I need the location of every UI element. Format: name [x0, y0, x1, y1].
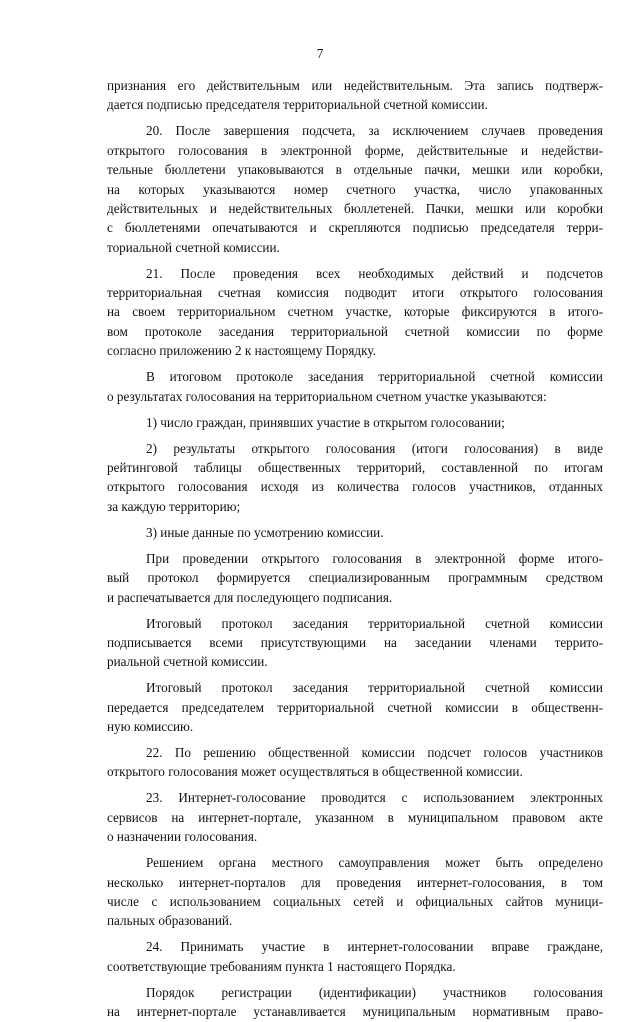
paragraph	[107, 549, 603, 607]
text-line: 2) результаты открытого голосования (итоги голосования) в виде	[146, 440, 603, 456]
text-line: пальных образований.	[107, 913, 233, 929]
paragraph	[107, 743, 603, 782]
text-line: на интернет-портале устанавливается муниципальным нормативным право-	[107, 1004, 603, 1020]
text-line: открытого голосования исходя из количества голосов участников, отданных	[107, 479, 603, 495]
text-line: тельные бюллетени упаковываются в отдельные пачки, мешки или коробки,	[107, 162, 603, 178]
paragraph	[107, 76, 603, 115]
paragraph-gap	[107, 847, 603, 854]
text-line: Порядок регистрации (идентификации) участников голосования	[146, 984, 603, 1000]
paragraph	[107, 121, 603, 257]
text-line: признания его действительным или недействительным. Эта запись подтверж-	[107, 78, 603, 93]
text-line: ториальной счетной комиссии.	[107, 239, 280, 255]
text-line: открытого голосования в электронной форме, действительные и недействи-	[107, 142, 603, 158]
text-line: территориальная счетная комиссия подводит итоги открытого голосования	[107, 285, 603, 301]
paragraph-gap	[107, 406, 603, 413]
paragraph	[107, 983, 603, 1022]
text-line: Итоговый протокол заседания территориальной счетной комиссии	[146, 680, 603, 696]
paragraph-gap	[107, 976, 603, 983]
paragraph-gap	[107, 736, 603, 743]
text-line: передается председателем территориальной счетной комиссии в общественн-	[107, 699, 603, 715]
paragraph	[107, 788, 603, 846]
text-line: вый протокол формируется специализированным программным средством	[107, 570, 603, 586]
text-line: При проведении открытого голосования в электронной форме итого-	[146, 550, 603, 566]
text-line: о результатах голосования на территориальном счетном участке указываются:	[107, 388, 547, 404]
text-line: подписывается всеми присутствующими на заседании членами террито-	[107, 634, 603, 650]
text-line: 24. Принимать участие в интернет-голосовании вправе граждане,	[146, 939, 603, 955]
text-line: 3) иные данные по усмотрению комиссии.	[146, 524, 384, 540]
paragraph	[107, 439, 603, 517]
paragraph-gap	[107, 516, 603, 523]
text-line: 20. После завершения подсчета, за исключением случаев проведения	[146, 123, 603, 139]
document-body	[107, 76, 603, 1022]
text-line: на которых указываются номер счетного участка, число упакованных	[107, 181, 603, 197]
text-line: Итоговый протокол заседания территориальной счетной комиссии	[146, 615, 603, 631]
text-line: и распечатывается для последующего подписания.	[107, 589, 393, 605]
paragraph	[107, 367, 603, 406]
text-line: 22. По решению общественной комиссии подсчет голосов участников	[146, 745, 603, 761]
text-line: вом протоколе заседания территориальной счетной комиссии по форме	[107, 323, 603, 339]
text-line: дается подписью председателя территориальной счетной комиссии.	[107, 97, 488, 113]
paragraph-gap	[107, 115, 603, 122]
paragraph	[107, 614, 603, 672]
text-line: сервисов на интернет-портале, указанном в муниципальном правовом акте	[107, 809, 603, 825]
text-line: Решением органа местного самоуправления может быть определено	[146, 855, 603, 871]
text-line: о назначении голосования.	[107, 829, 258, 845]
paragraph	[107, 523, 603, 542]
paragraph-gap	[107, 931, 603, 938]
paragraph-gap	[107, 257, 603, 264]
text-line: соответствующие требованиям пункта 1 настоящего Порядка.	[107, 958, 456, 974]
paragraph-gap	[107, 432, 603, 439]
text-line: действительных и недействительных бюллетеней. Пачки, мешки или коробки	[107, 200, 603, 216]
paragraph-gap	[107, 607, 603, 614]
text-line: на своем территориальном счетном участке, которые фиксируются в итого-	[107, 304, 603, 320]
text-line: согласно приложению 2 к настоящему Порядку.	[107, 343, 376, 359]
text-line: ную комиссию.	[107, 719, 194, 735]
paragraph-gap	[107, 782, 603, 789]
text-line: 1) число граждан, принявших участие в открытом голосовании;	[146, 414, 505, 430]
paragraph	[107, 937, 603, 976]
text-line: несколько интернет-порталов для проведения интернет-голосования, в том	[107, 874, 603, 890]
paragraph	[107, 853, 603, 931]
text-line: с бюллетенями опечатываются и скрепляются подписью председателя терри-	[107, 220, 603, 236]
paragraph-gap	[107, 361, 603, 368]
page-number: 7	[316, 46, 324, 61]
paragraph-gap	[107, 672, 603, 679]
text-line: открытого голосования может осуществляться в общественной комиссии.	[107, 764, 523, 780]
paragraph	[107, 678, 603, 736]
text-line: за каждую территорию;	[107, 498, 241, 514]
paragraph	[107, 413, 603, 432]
text-line: риальной счетной комиссии.	[107, 654, 268, 670]
text-line: 23. Интернет-голосование проводится с использованием электронных	[146, 790, 603, 806]
text-line: В итоговом протоколе заседания территориальной счетной комиссии	[146, 369, 603, 385]
paragraph-gap	[107, 542, 603, 549]
text-line: рейтинговой таблицы общественных территорий, составленной по итогам	[107, 460, 603, 475]
text-line: 21. После проведения всех необходимых действий и подсчетов	[146, 265, 603, 281]
text-line: числе с использованием социальных сетей и официальных сайтов муници-	[107, 893, 603, 909]
paragraph	[107, 264, 603, 361]
